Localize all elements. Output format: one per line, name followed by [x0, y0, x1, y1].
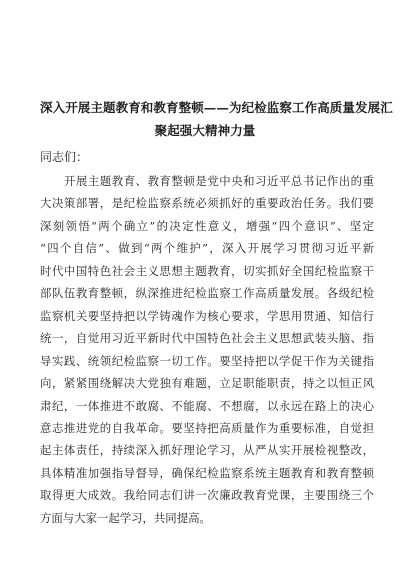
body-line: 导实践、统领纪检监察一切工作。要坚持把以学促干作为关键指	[40, 353, 374, 368]
body-line: 取得更大成效。我给同志们讲一次廉政教育党课，主要围绕三个	[40, 488, 374, 503]
body-line: 深刻领悟“两个确立”的决定性意义，增强“四个意识”、坚定	[40, 218, 374, 233]
body-line: 部队伍教育整顿，纵深推进纪检监察工作高质量发展。各级纪检	[40, 286, 374, 301]
body-line: 大决策部署，是纪检监察系统必须抓好的重要政治任务。我们要	[40, 196, 374, 211]
body-line: 起主体责任，持续深入抓好理论学习，从严从实开展检视整改，	[40, 443, 374, 458]
body-line: 监察机关要坚持把以学铸魂作为核心要求，学思用贯通、知信行	[40, 308, 374, 323]
body-line: 方面与大家一起学习，共同提高。	[40, 510, 211, 525]
body-line: 时代中国特色社会主义思想主题教育，切实抓好全国纪检监察干	[40, 263, 374, 278]
body-line: 开展主题教育、教育整顿是党中央和习近平总书记作出的重	[64, 174, 374, 188]
body-line: 意志推进党的自我革命。要坚持把高质量作为重要标准，自觉担	[40, 420, 374, 435]
body-line: 统一，自觉用习近平新时代中国特色社会主义思想武装头脑、指	[40, 331, 374, 346]
body-line: “四个自信”、做到“两个维护”，深入开展学习贯彻习近平新	[40, 241, 374, 256]
body-paragraph	[40, 170, 374, 529]
body-line: 肃纪，一体推进不敢腐、不能腐、不想腐，以永远在路上的决心	[40, 398, 374, 413]
salutation: 同志们：	[40, 150, 89, 164]
title-line-1: 深入开展主题教育和教育整顿——为纪检监察工作高质量发展汇	[40, 100, 393, 115]
body-line: 向，紧紧围绕解决大党独有难题，立足职能职责，持之以恒正风	[40, 376, 374, 391]
document-title	[40, 96, 393, 142]
body-line: 具体精准加强指导督导，确保纪检监察系统主题教育和教育整顿	[40, 465, 374, 480]
title-line-2: 聚起强大精神力量	[154, 123, 256, 138]
